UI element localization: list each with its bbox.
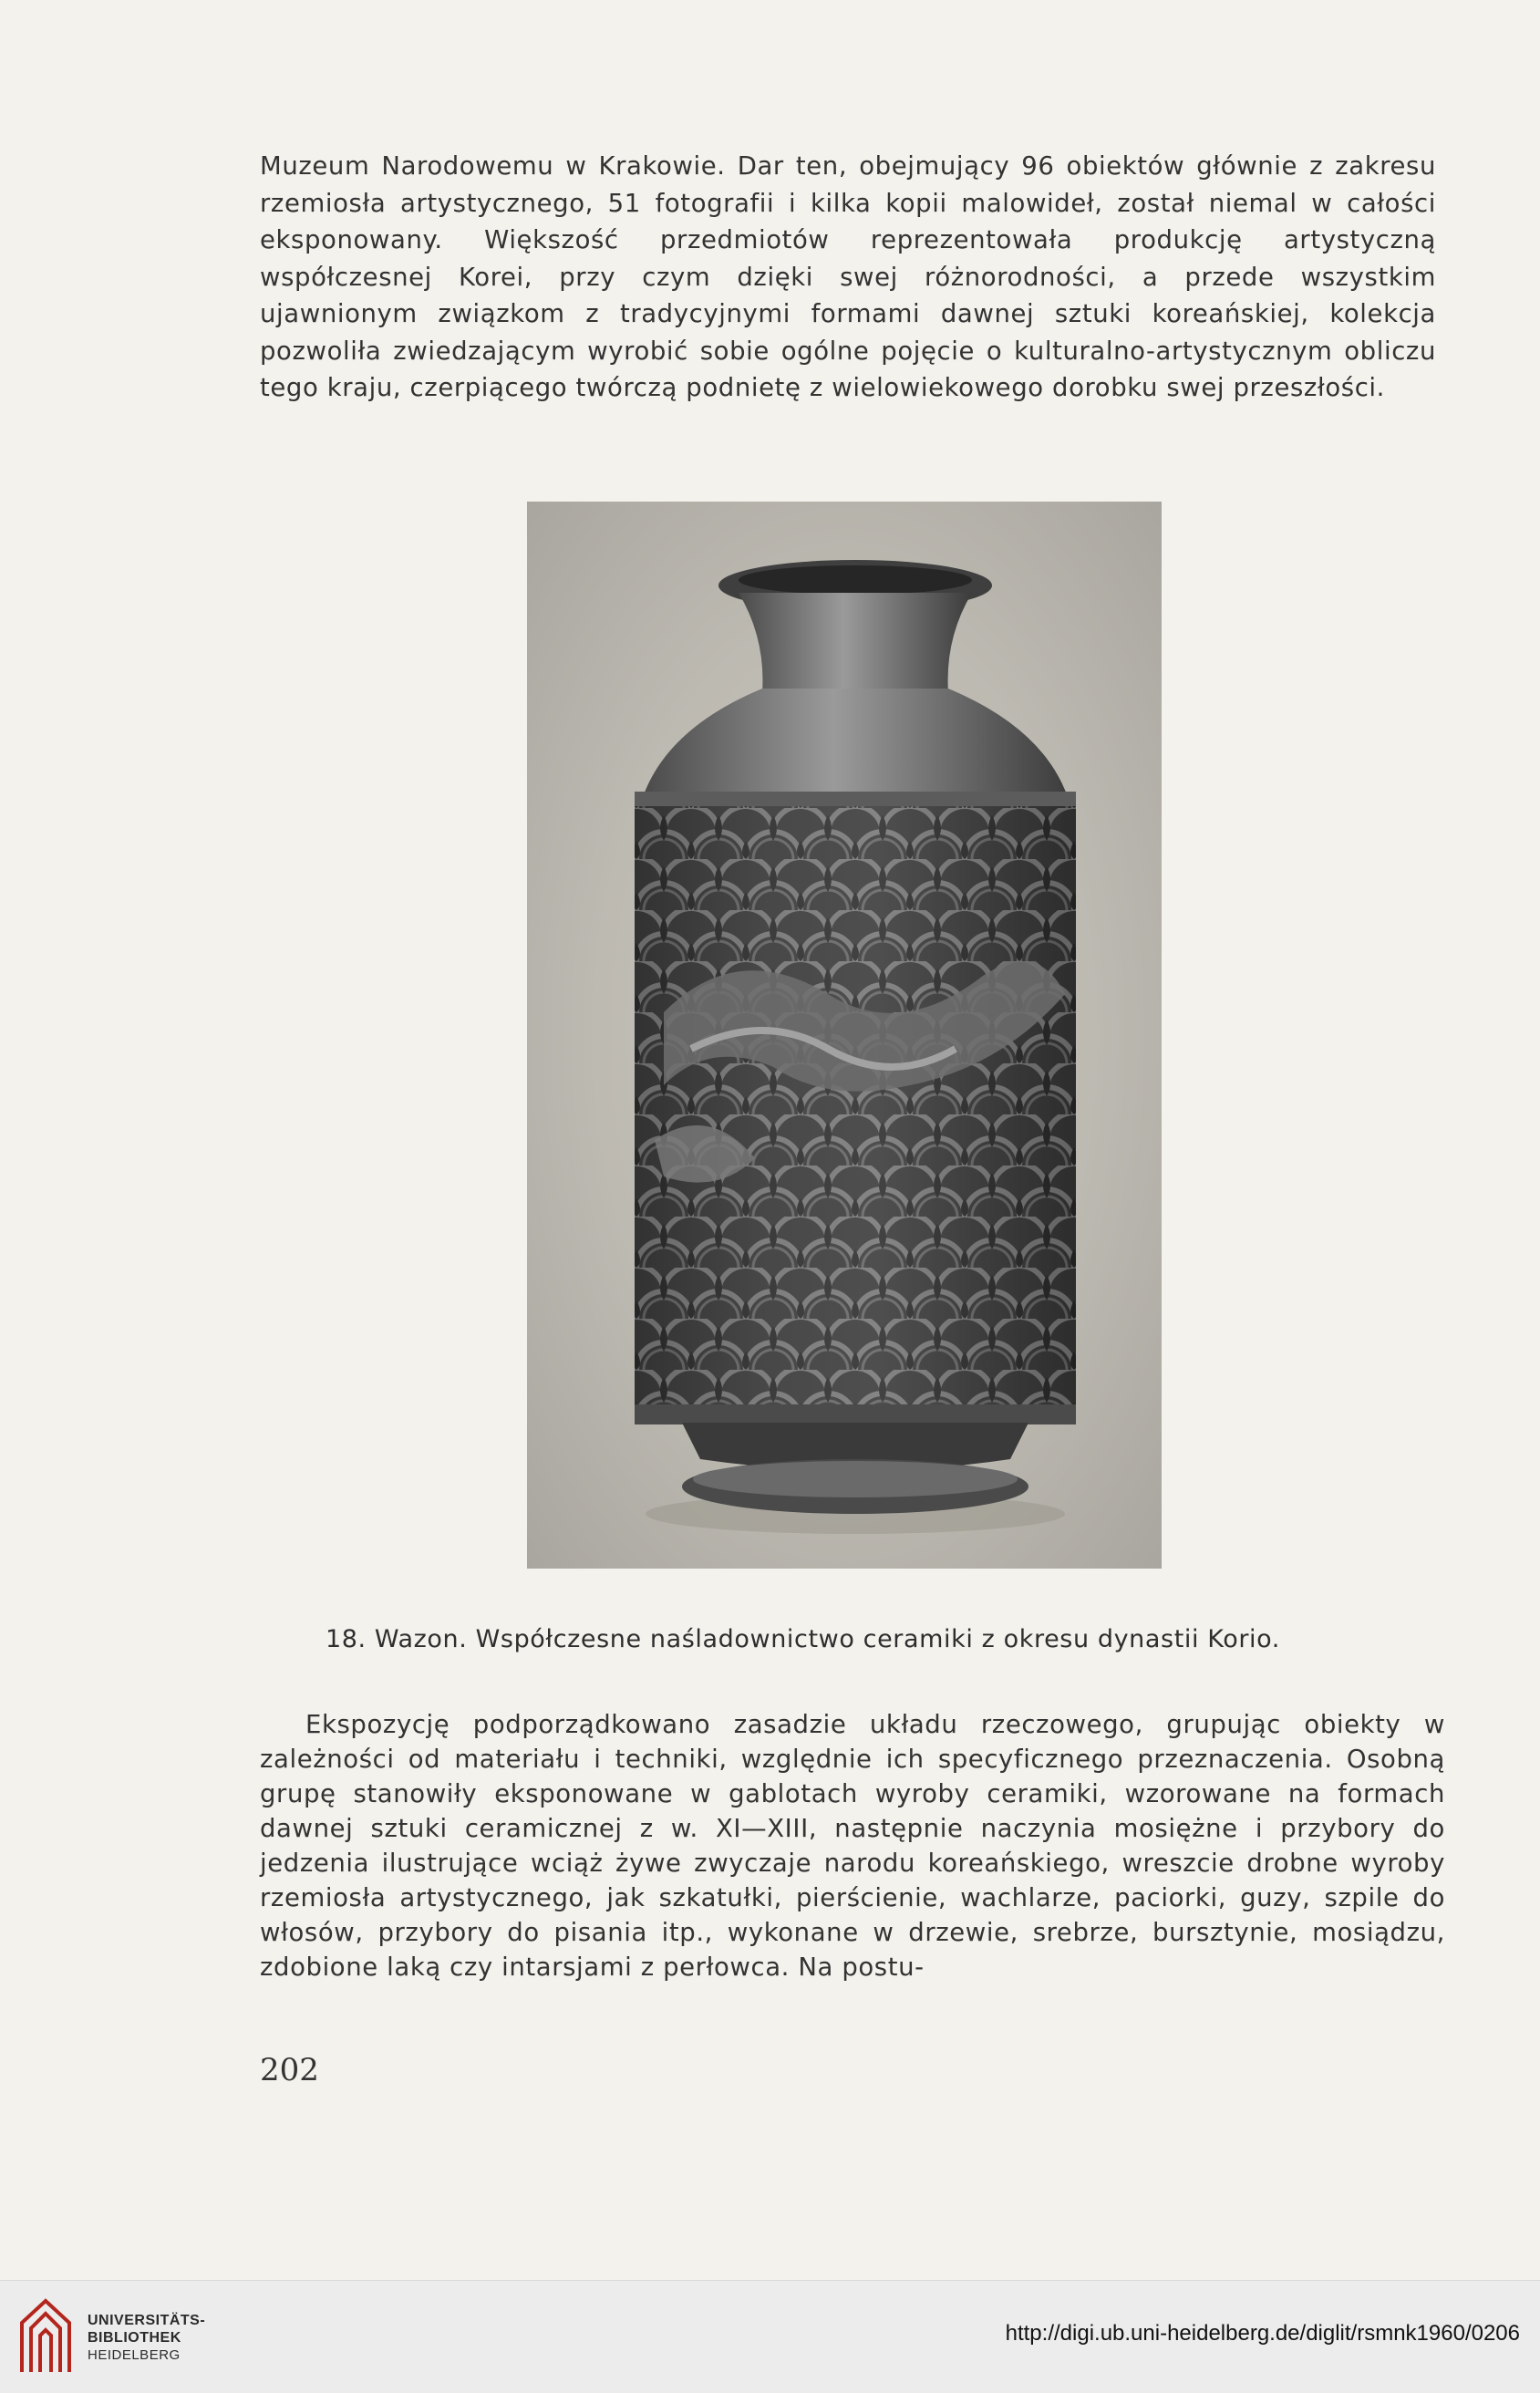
university-library-logo-icon [16, 2295, 75, 2377]
vase-illustration [527, 502, 1162, 1569]
vase-photograph [527, 502, 1162, 1569]
library-name [88, 2312, 205, 2364]
library-name-line-2: BIBLIOTHEK [88, 2330, 181, 2346]
page-number: 202 [260, 2052, 319, 2088]
permalink-url[interactable]: http://digi.ub.uni-heidelberg.de/diglit/rsmnk1960/0206 [1005, 2321, 1520, 2346]
library-name-line-3: HEIDELBERG [88, 2347, 181, 2363]
library-name-line-1: UNIVERSITÄTS- [88, 2313, 206, 2328]
body-paragraph-2: Ekspozycję podporządkowano zasadzie układu rzeczowego, grupując obiekty w zależności od materiału i techniki, względnie ich specyficznego przeznaczenia. Osobną grupę stanowiły eksponowane w gablotach wyroby ceramiki, wzorowane na formach dawnej sztuki ceramicznej z w. XI—XIII, następnie naczynia mosiężne i przybory do jedzenia ilustrujące wciąż żywe zwyczaje narodu koreańskiego, wreszcie drobne wyroby rzemiosła artystycznego, jak szkatułki, pierścienie, wachlarze, paciorki, guzy, szpile do włosów, przybory do pisania itp., wykonane w drzewie, srebrze, bursztynie, mosiądzu, zdobione laką czy intarsjami z perłowca. Na postu- [260, 1710, 1445, 1982]
viewer-footer [0, 2280, 1540, 2393]
figure-caption: 18. Wazon. Współczesne naśladownictwo ceramiki z okresu dynastii Korio. [326, 1625, 1280, 1653]
body-paragraph-1: Muzeum Narodowemu w Krakowie. Dar ten, obejmujący 96 obiektów głównie z zakresu rzemiosła artystycznego, 51 fotografii i kilka kopii malowideł, został niemal w całości eksponowany. Większość przedmiotów reprezentowała produkcję artystyczną współczesnej Korei, przy czym dzięki swej różnorodności, a przede wszystkim ujawnionym związkom z tradycyjnymi formami dawnej sztuki koreańskiej, kolekcja pozwoliła zwiedzającym wyrobić sobie ogólne pojęcie o kulturalno-artystycznym obliczu tego kraju, czerpiącego twórczą podnietę z wielowiekowego dorobku swej przeszłości. [260, 151, 1436, 402]
